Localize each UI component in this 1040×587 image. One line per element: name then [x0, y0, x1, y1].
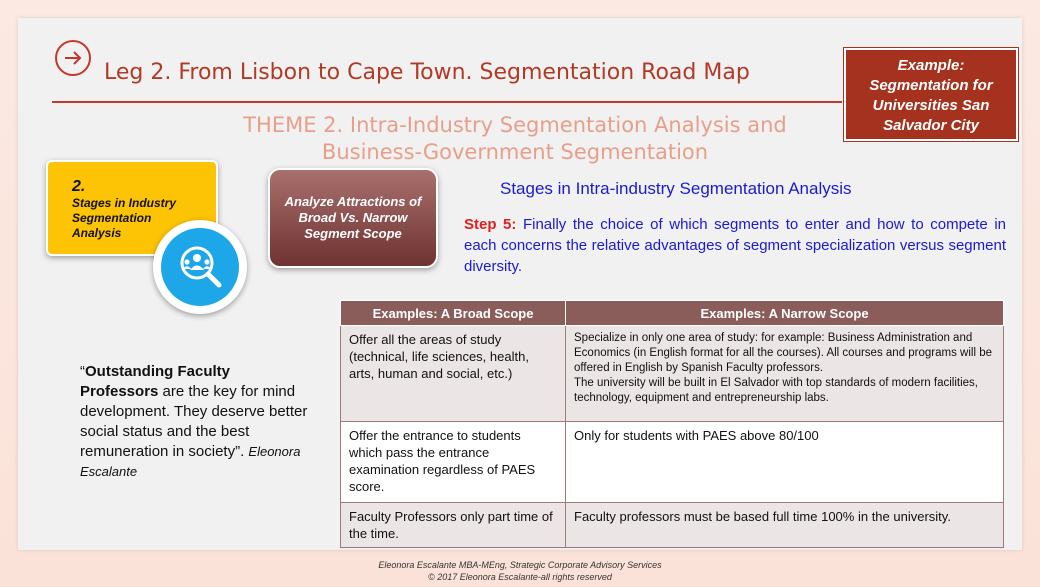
broad-cell: Offer the entrance to students which pass the entrance examination regardless of PAES score.: [341, 422, 566, 503]
theme-line-1: THEME 2. Intra-Industry Segmentation Analysis and: [243, 113, 787, 137]
table-row: [341, 326, 1004, 422]
example-line-3: Universities San: [872, 97, 990, 114]
arrow-right-circle-icon: [55, 40, 91, 76]
people-search-icon: [175, 242, 225, 292]
header-narrow-scope: Examples: A Narrow Scope: [566, 301, 1004, 326]
narrow-cell: Specialize in only one area of study: for example: Business Administration and Economics (in English format for all the courses). All courses and programs will be offered in English by Spanish Faculty professors. The university will be built in El Salvador with top standards of modern facilities, technology, equipment and entrepreneurship labs.: [566, 326, 1004, 422]
footer-line-1: Eleonora Escalante MBA-MEng, Strategic Corporate Advisory Services: [378, 560, 662, 570]
footer: [0, 559, 1040, 583]
analyze-box: [268, 168, 438, 268]
stage-icon-badge: [153, 220, 247, 314]
example-line-4: Salvador City: [883, 117, 979, 134]
broad-cell: Faculty Professors only part time of the time.: [341, 503, 566, 548]
quote: [80, 362, 310, 482]
table-row: [341, 503, 1004, 548]
example-line-1: Example:: [897, 57, 965, 74]
quote-author: Eleonora Escalante: [80, 444, 301, 479]
quote-open-mark: “: [80, 363, 85, 380]
narrow-cell: Only for students with PAES above 80/100: [566, 422, 1004, 503]
table-header-row: [341, 301, 1004, 326]
page-title: Leg 2. From Lisbon to Cape Town. Segmentation Road Map: [104, 60, 750, 85]
broad-cell: Offer all the areas of study (technical, life sciences, health, arts, human and social, etc.): [341, 326, 566, 422]
example-box: [844, 48, 1018, 141]
table-row: [341, 422, 1004, 503]
scope-table: [340, 300, 1004, 548]
quote-rest: are the key for mind development. They deserve better social status and the best remuneration in society”.: [80, 383, 308, 460]
step-text: Finally the choice of which segments to enter and how to compete in each concerns the relative advantages of segment specialization versus segment diversity.: [464, 216, 1006, 275]
header-broad-scope: Examples: A Broad Scope: [341, 301, 566, 326]
stages-heading: Stages in Intra-industry Segmentation Analysis: [500, 179, 852, 198]
theme-title: [200, 112, 830, 166]
theme-line-2: Business-Government Segmentation: [321, 140, 709, 164]
step-label: Step 5:: [464, 216, 517, 233]
example-line-2: Segmentation for: [869, 77, 993, 94]
footer-line-2: © 2017 Eleonora Escalante-all rights reserved: [428, 572, 612, 582]
analyze-label: Analyze Attractions of Broad Vs. Narrow Segment Scope: [284, 194, 422, 241]
quote-bold: Outstanding Faculty Professors: [80, 363, 231, 400]
title-divider: [52, 101, 842, 103]
stage-number: 2.: [72, 178, 86, 195]
step-paragraph: [464, 214, 1006, 277]
stage-label: Stages in Industry Segmentation Analysis: [72, 196, 177, 240]
narrow-cell: Faculty professors must be based full time 100% in the university.: [566, 503, 1004, 548]
